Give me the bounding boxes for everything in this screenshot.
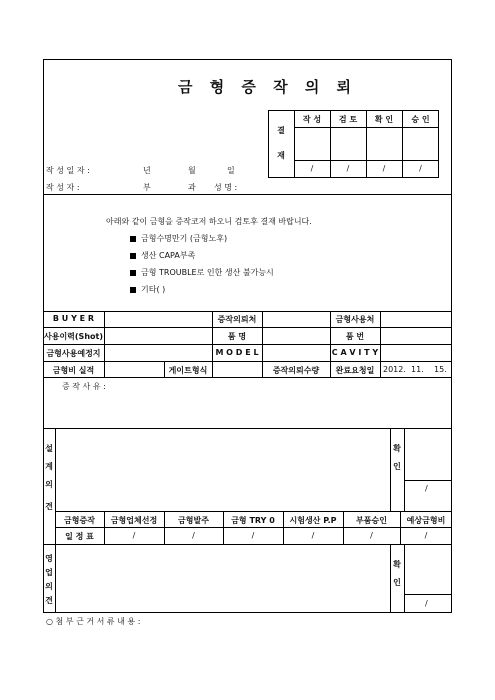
approval-divider <box>294 127 439 128</box>
due-year: 2012. <box>383 365 406 374</box>
schedule-cell: / <box>370 531 373 540</box>
approval-slash: / <box>310 164 314 173</box>
page-title: 금 형 증 작 의 뢰 <box>178 78 358 96</box>
section-divider <box>43 194 452 195</box>
approval-header-approve: 승 인 <box>411 115 430 124</box>
reason-label: 증 작 사 유 : <box>62 382 106 391</box>
request-item <box>130 267 274 278</box>
schedule-header: 금형발주 <box>178 516 209 525</box>
approval-slash: / <box>419 164 422 173</box>
part-no-label: 품 번 <box>345 332 365 341</box>
schedule-header: 부품승인 <box>356 516 387 525</box>
requester-label: 증작의뢰처 <box>217 315 257 324</box>
request-item-label: 기타( ) <box>141 285 166 294</box>
sales-side-label <box>43 552 55 608</box>
design-confirm-label <box>390 440 404 476</box>
schedule-header: 예상금형비 <box>406 516 446 525</box>
approval-header-write: 작 성 <box>302 115 322 124</box>
user-label: 금형사용처 <box>335 315 375 324</box>
part-name-label: 품 명 <box>227 332 247 341</box>
schedule-cell: / <box>311 531 315 540</box>
confirm-char: 인 <box>393 578 401 587</box>
schedule-header: 금형 TRY 0 <box>231 516 275 525</box>
schedule-header: 시험생산 P.P <box>289 516 337 525</box>
cavity-label: C A V I T Y <box>331 348 379 357</box>
sales-confirm-label <box>390 556 404 592</box>
approval-slash: / <box>382 164 386 173</box>
schedule-header: 금형업체선정 <box>110 516 158 525</box>
schedule-line <box>55 527 452 528</box>
due-month: 11. <box>411 365 424 374</box>
schedule-cell: / <box>192 531 195 540</box>
due-label: 완료요청일 <box>335 366 375 375</box>
checkbox-icon <box>130 253 136 259</box>
request-item-label: 금형수명만기 (금형노후) <box>141 234 228 243</box>
sales-side-divider <box>55 544 56 613</box>
date-month: 월 <box>188 166 196 175</box>
request-intro: 아래와 같이 금형을 증작코저 하오니 검토후 결재 바랍니다. <box>106 217 312 226</box>
approval-side-2: 재 <box>277 151 285 160</box>
schedule-row-label: 일 정 표 <box>65 532 94 541</box>
checkbox-icon <box>130 270 136 276</box>
design-confirm-divider <box>404 428 405 511</box>
schedule-header: 금형증작 <box>64 516 95 525</box>
usage-record-label: 사용이력(Shot) <box>43 332 103 341</box>
request-item <box>130 233 227 244</box>
gate-label: 게이트형식 <box>168 366 208 375</box>
confirm-char: 인 <box>393 462 401 471</box>
checkbox-icon <box>130 287 136 293</box>
approval-divider <box>294 160 439 161</box>
approval-side-1: 결 <box>277 126 285 135</box>
checkbox-icon <box>130 236 136 242</box>
schedule-cell: / <box>132 531 136 540</box>
schedule-cell: / <box>251 531 255 540</box>
date-day: 일 <box>227 166 235 175</box>
schedule-line <box>55 511 452 512</box>
writer-dept: 부 <box>143 183 151 192</box>
design-side-char: 설 <box>45 444 53 453</box>
request-item-label: 금형 TROUBLE로 인한 생산 불가능시 <box>141 268 274 277</box>
request-item <box>130 284 165 295</box>
writer-name-label: 성 명 : <box>214 183 238 192</box>
request-item <box>130 250 195 261</box>
design-side-label <box>43 440 55 516</box>
qty-label: 증작의뢰수량 <box>272 366 320 375</box>
approval-header-confirm: 확 인 <box>374 115 394 124</box>
writer-label: 작 성 자 : <box>46 183 80 192</box>
grid-line <box>104 311 105 377</box>
request-item-label: 생산 CAPA부족 <box>141 251 196 260</box>
design-side-char: 의 <box>45 480 53 489</box>
schedule-cell: / <box>424 531 428 540</box>
model-label: M O D E L <box>215 348 259 357</box>
design-confirm-slash: / <box>425 484 428 493</box>
confirm-char: 확 <box>393 444 401 453</box>
writer-section: 과 <box>188 183 196 192</box>
sales-side-char: 견 <box>45 596 53 605</box>
buyer-label: B U Y E R <box>52 314 95 323</box>
cost-label: 금형비 실적 <box>52 366 95 375</box>
attachment-label: ○ 첨 부 근 거 서 류 내 용 : <box>46 617 141 626</box>
sales-side-char: 영 <box>45 554 53 563</box>
design-side-char: 계 <box>45 462 53 471</box>
sales-side-char: 의 <box>45 582 53 591</box>
date-label: 작 성 일 자 : <box>46 166 90 175</box>
sales-confirm-divider <box>404 544 405 613</box>
design-confirm-divider <box>404 480 452 481</box>
design-side-char: 견 <box>45 502 53 511</box>
approval-header-review: 검 토 <box>338 115 358 124</box>
sales-confirm-divider <box>404 594 452 595</box>
approval-slash: / <box>346 164 350 173</box>
confirm-char: 확 <box>393 560 401 569</box>
grid-line <box>43 377 452 378</box>
grid-line <box>380 311 381 377</box>
sales-confirm-slash: / <box>425 599 428 608</box>
due-day: 15. <box>434 365 447 374</box>
sales-side-char: 업 <box>45 568 53 577</box>
plan-label: 금형사용예정지 <box>46 349 101 358</box>
date-year: 년 <box>143 166 151 175</box>
